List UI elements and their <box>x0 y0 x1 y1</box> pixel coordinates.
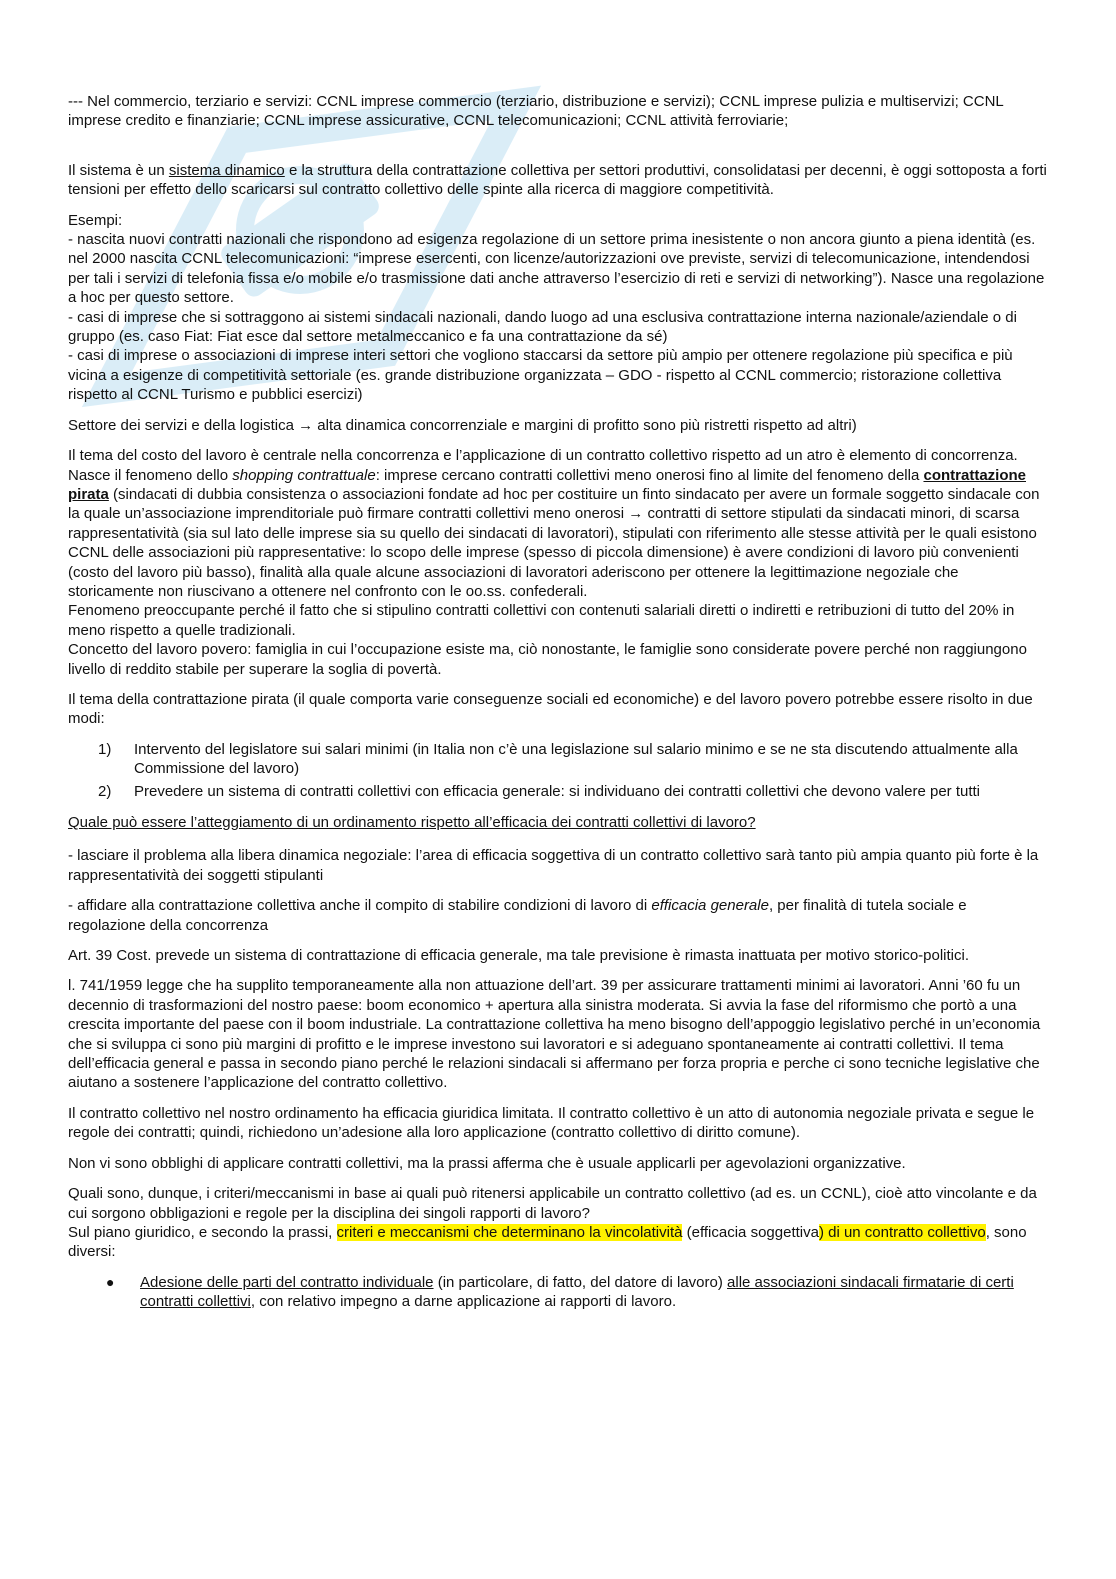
bullet-icon: ● <box>106 1273 115 1290</box>
lasciare-paragraph: - lasciare il problema alla libera dinamica negoziale: l’area di efficacia soggettiva di un contratto collettivo sarà tanto più ampia quanto più forte è la rappresentatività dei soggetti stipulanti <box>68 847 1039 884</box>
highlight-text: criteri e meccanismi che determinano la vincolatività <box>336 1223 683 1241</box>
efficacia-paragraph: Il contratto collettivo nel nostro ordinamento ha efficacia giuridica limitata. Il contratto collettivo è un atto di autonomia negoziale privata e segue le regole dei contratti; quindi, richiedono un’adesione alla loro applicazione (contratto collettivo di diritto comune). <box>68 1104 1035 1142</box>
list-item: 1) Intervento del legislatore sui salari minimi (in Italia non c’è una legislazione sul salario minimo e se ne sta discutendo attualmente alla Commissione del lavoro) <box>98 740 1018 778</box>
art39-paragraph: Art. 39 Cost. prevede un sistema di contrattazione di efficacia generale, ma tale previsione è rimasta inattuata per motivo storico-politici. <box>68 947 970 965</box>
document-page <box>68 92 1048 1312</box>
legge-paragraph: l. 741/1959 legge che ha supplito temporaneamente alla non attuazione dell’art. 39 per assicurare trattamenti minimi ai lavoratori. Anni ’60 fu un decennio di trasformazioni del nostro paese: boom economico + apertura alla sinistra moderata. Si avvia la fase del riformismo che portò a una crescita importante del paese con il boom industriale. La contrattazione collettiva ha meno bisogno dell’appoggio legislativo perché in un’economia che si sviluppa ci sono più margini di profitto e le imprese investono sui lavoratori e si adeguano spontaneamente ai contratti collettivi. Il tema dell’efficacia general e passa in secondo piano perché le relazioni sindacali si affermano per forza propria e perche ci sono tecniche legislative che aiutano a sostenere l’applicazione del contratto collettivo. <box>68 977 1041 1092</box>
list-item: 2) Prevedere un sistema di contratti collettivi con efficacia generale: si individuano dei contratti collettivi che devono valere per tutti <box>98 782 981 800</box>
esempi-section <box>68 211 1048 405</box>
intro-paragraph: --- Nel commercio, terziario e servizi: CCNL imprese commercio (terziario, distribuzione e servizi); CCNL imprese pulizia e multiservizi; CCNL imprese credito e finanziarie; CCNL imprese assicurative, CCNL telecomunicazioni; CCNL attività ferroviarie; <box>68 93 1004 130</box>
modi-list <box>68 740 1048 801</box>
highlight-text: ) di un contratto collettivo <box>818 1223 986 1241</box>
costo-paragraph: Il tema del costo del lavoro è centrale nella concorrenza e l’applicazione di un contratto collettivo rispetto ad un atro è elemento di concorrenza. Nasce il fenomeno dello shopping contrattuale: imprese cercano contratti collettivi meno onerosi fino al limite del fenomeno della contrattazione pirata (sindacati di dubbia consistenza o associazioni fondate ad hoc per costituire un finto sindacato per avere un formale soggetto sindacale con la quale un’associazione imprenditoriale può firmare contratti collettivi meno onerosi → contratti di settore stipulati da sindacati minori, di scarsa rappresentatività (sia sul lato delle imprese sia su quello dei sindacati di lavoratori), stipulati con riferimento alle stesse attività per le quali esistono CCNL delle associazioni più rappresentative: lo scopo delle imprese (spesso di piccola dimensione) è avere condizioni di lavoro più convenienti (costo del lavoro più basso), finalità alla quale alcune associazioni di lavoratori aderiscono per ottenere la legittimazione negoziale che storicamente non riuscivano a ottenere nel confronto con le oo.ss. confederali. Fenomeno preoccupante perché il fatto che si stipulino contratti collettivi con contenuti salariali diretti o indiretti e retribuzioni di tutto del 20% in meno rispetto a quelle tradizionali. Concetto del lavoro povero: famiglia in cui l’occupazione esiste ma, ciò nonostante, le famiglie sono considerate povere perché non raggiungono livello di reddito stabile per superare la soglia di povertà. <box>68 447 1040 678</box>
settore-paragraph: Settore dei servizi e della logistica → alta dinamica concorrenziale e margini di profitto sono più ristretti rispetto ad altri) <box>68 416 857 434</box>
esempi-title: Esempi: <box>68 211 123 229</box>
tema-paragraph: Il tema della contrattazione pirata (il quale comporta varie conseguenze sociali ed economiche) e del lavoro povero potrebbe essere risolto in due modi: <box>68 690 1033 728</box>
esempi-item: - casi di imprese che si sottraggono ai sistemi sindacali nazionali, dando luogo ad una esclusiva contrattazione interna nazionale/aziendale o di gruppo (es. caso Fiat: Fiat esce dal settore metalmeccanico e fa una contrattazione da sé) <box>68 308 1017 346</box>
question-heading: Quale può essere l’atteggiamento di un ordinamento rispetto all’efficacia dei contratti collettivi di lavoro? <box>68 814 756 831</box>
esempi-item: - casi di imprese o associazioni di imprese interi settori che vogliono staccarsi da settore più ampio per ottenere regolazione più specifica e più vicina a esigenze di competitività settoriale (es. grande distribuzione organizzata – GDO - rispetto al CCNL commercio; ristorazione collettiva rispetto al CCNL Turismo e pubblici esercizi) <box>68 347 1013 404</box>
esempi-item: - nascita nuovi contratti nazionali che rispondono ad esigenza regolazione di un settore prima inesistente o non ancora giunto a piena identità (es. nel 2000 nascita CCNL telecomunicazioni: “imprese esercenti, con licenze/autorizzazioni ove previste, servizi di telecomunicazione, intendendosi per tali i servizi di telefonia fissa e/o mobile e/o trasmissione dati anche attraverso l’esercizio di reti e servizi di networking”). Nasce una regolazione a hoc per questo settore. <box>68 231 1045 307</box>
list-item: ● Adesione delle parti del contratto individuale (in particolare, di fatto, del datore di lavoro) alle associazioni sindacali firmatarie di certi contratti collettivi, con relativo impegno a darne applicazione ai rapporti di lavoro. <box>106 1273 1014 1311</box>
criteri-paragraph: Quali sono, dunque, i criteri/meccanismi in base ai quali può ritenersi applicabile un contratto collettivo (ad es. un CCNL), cioè atto vincolante e da cui sorgono obbligazioni e regole per la disciplina dei singoli rapporti di lavoro? Sul piano giuridico, e secondo la prassi, criteri e meccanismi che determinano la vincolatività (efficacia soggettiva) di un contratto collettivo, sono diversi: <box>68 1185 1037 1261</box>
sistema-paragraph: Il sistema è un sistema dinamico e la struttura della contrattazione collettiva per settori produttivi, consolidatasi per decenni, è oggi sottoposta a forti tensioni per effetto dello scaricarsi sul contratto collettivo delle spinte alla ricerca di maggiore competitività. <box>68 161 1047 199</box>
contrattazione-pirata-term: contrattazione pirata <box>68 466 1026 503</box>
obblighi-paragraph: Non vi sono obblighi di applicare contratti collettivi, ma la prassi afferma che è usuale applicarli per agevolazioni organizzative. <box>68 1154 906 1172</box>
affidare-paragraph: - affidare alla contrattazione collettiva anche il compito di stabilire condizioni di lavoro di efficacia generale, per finalità di tutela sociale e regolazione della concorrenza <box>68 897 967 934</box>
criteri-list <box>68 1273 1048 1312</box>
